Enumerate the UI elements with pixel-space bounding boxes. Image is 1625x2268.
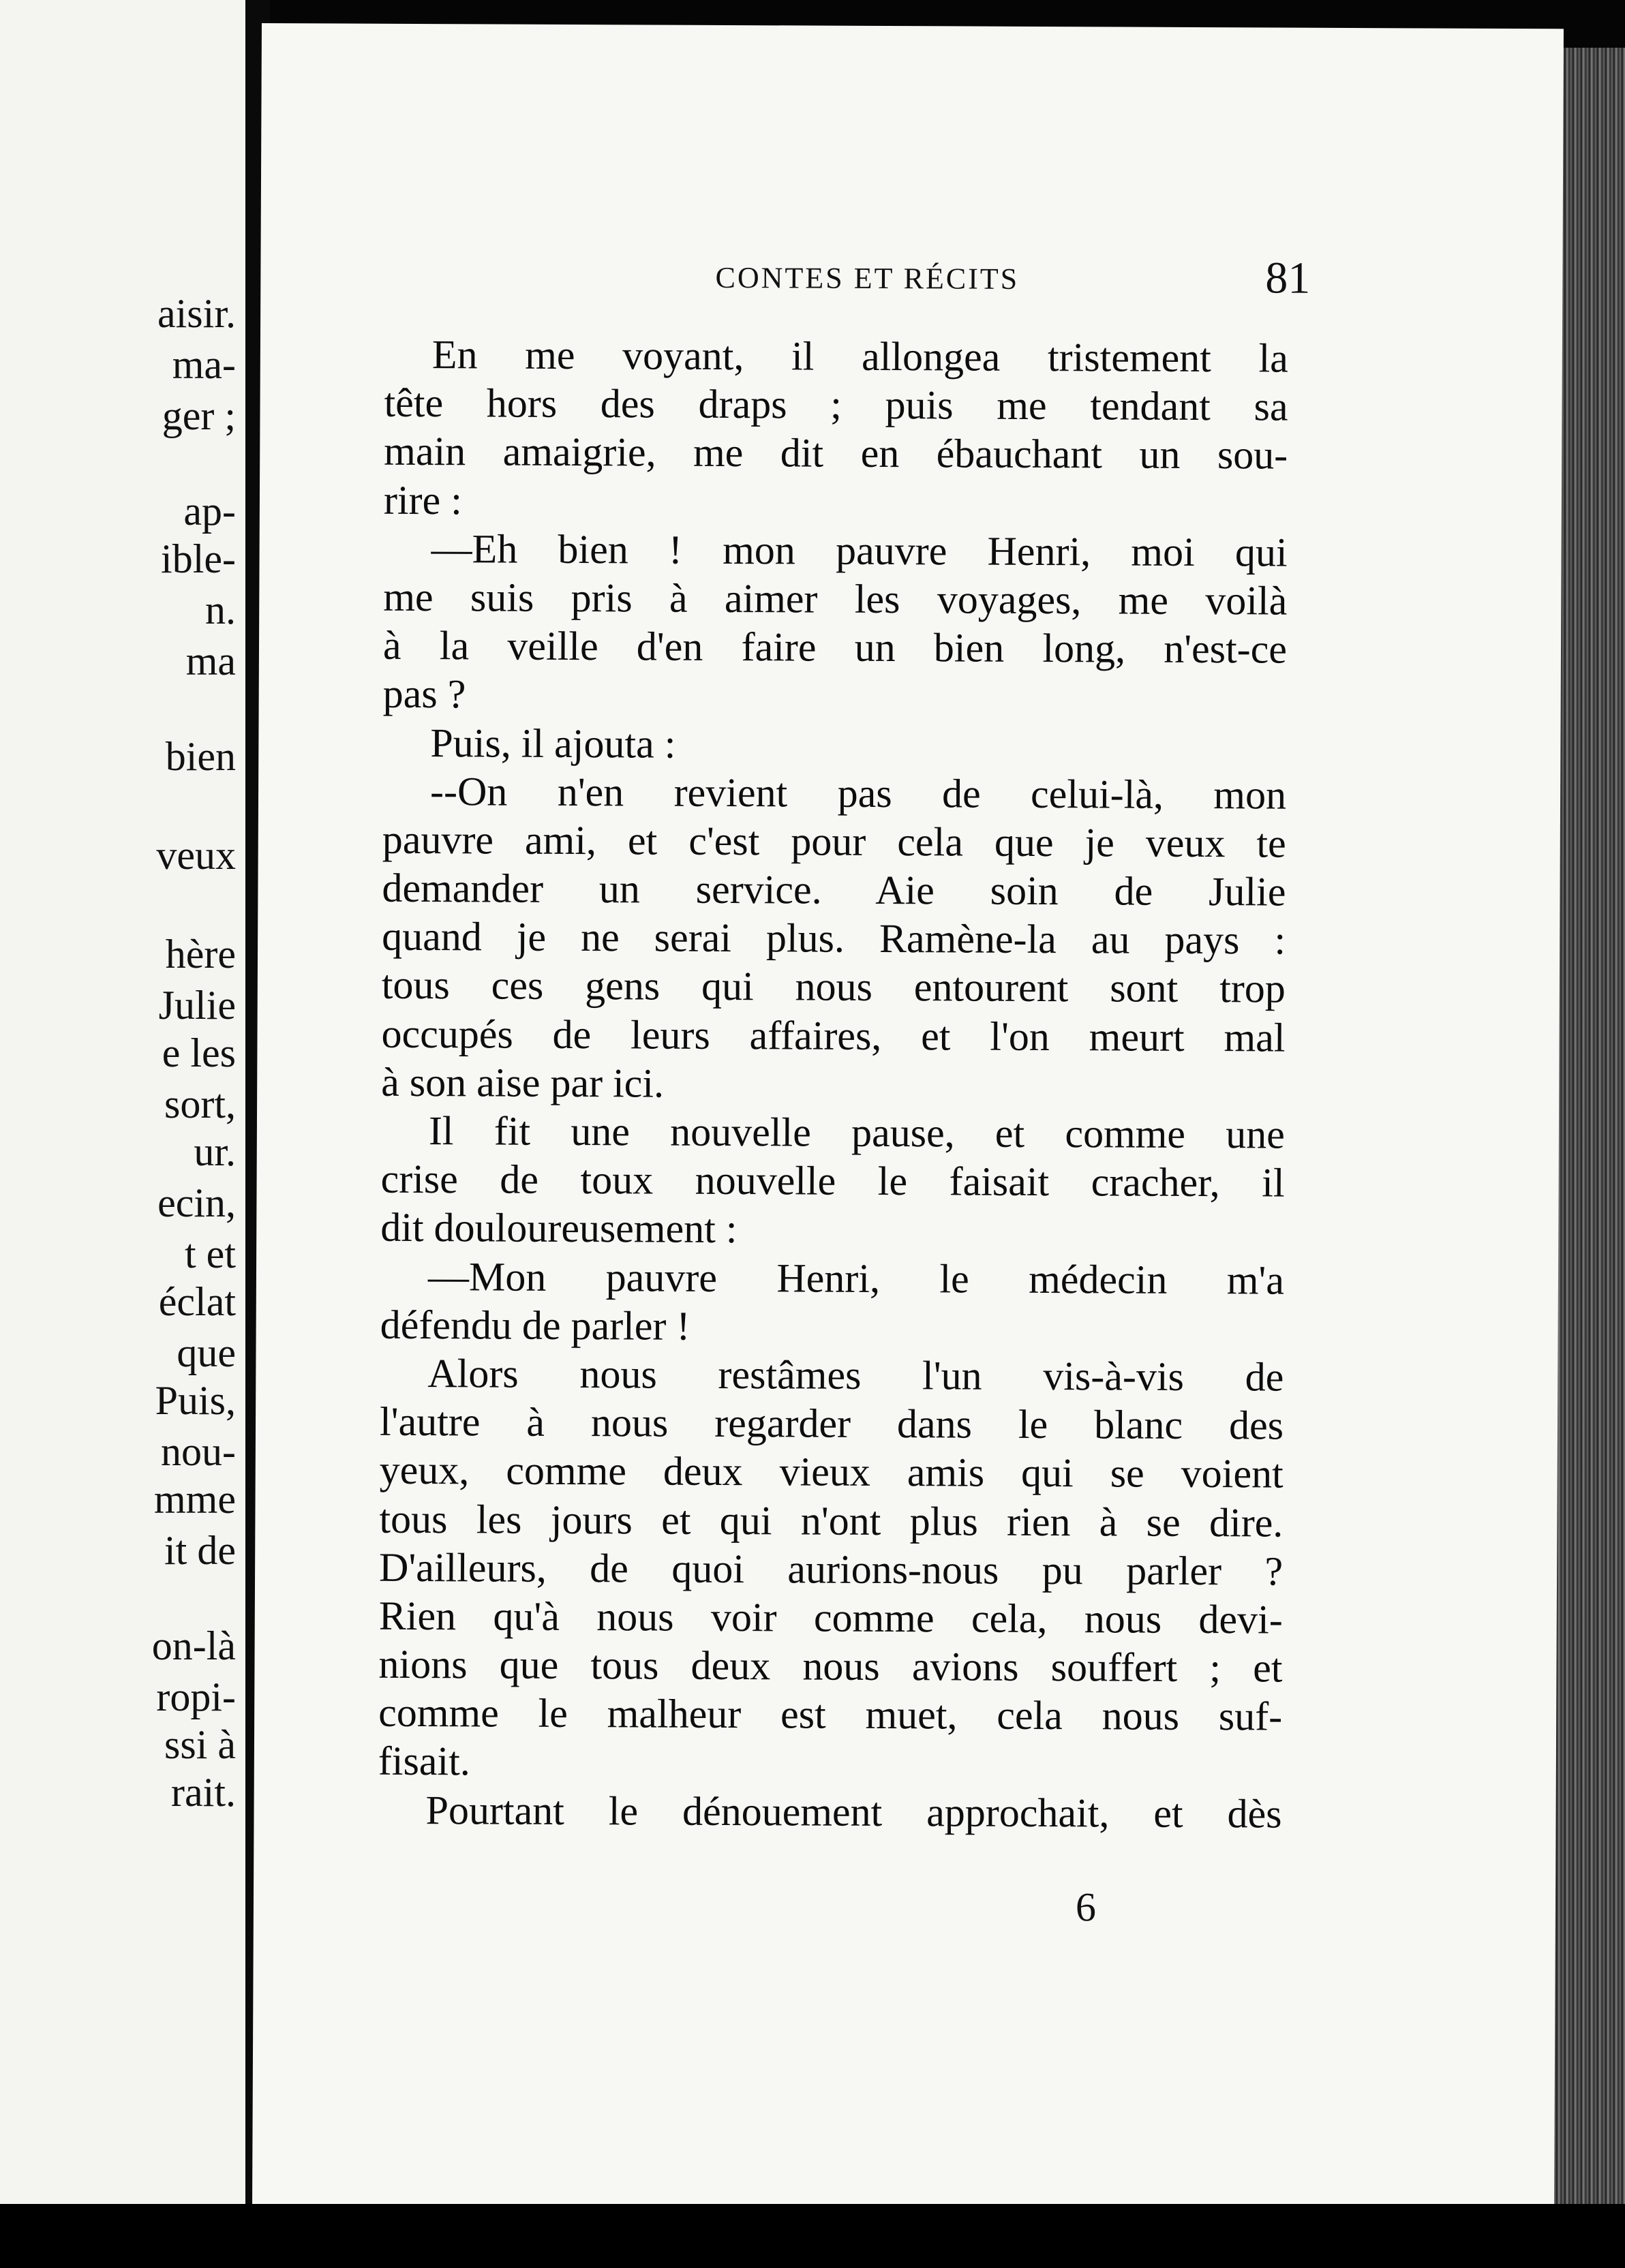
text-line: En me voyant, il allongea tristement la <box>431 332 1289 381</box>
text-line: pauvre ami, et c'est pour cela que je veux te <box>382 816 1286 866</box>
text-line: défendu de parler ! <box>380 1302 690 1349</box>
left-page-fragment: sort, <box>164 1082 236 1127</box>
text-line: dit douloureusement : <box>380 1205 738 1252</box>
left-page-fragment: Julie <box>158 983 236 1028</box>
left-page-fragment: hère <box>165 932 236 977</box>
left-page-fragment: éclat <box>158 1279 236 1324</box>
left-page-fragment: mme <box>154 1477 236 1522</box>
scan-bottom-border <box>0 2204 1625 2268</box>
text-line: Alors nous restâmes l'un vis-à-vis de <box>427 1351 1284 1400</box>
left-page-fragment: bien <box>165 734 236 779</box>
text-line: pas ? <box>382 671 466 717</box>
text-line: à son aise par ici. <box>381 1059 665 1106</box>
text-line: comme le malheur est muet, cela nous suf- <box>378 1690 1283 1739</box>
text-line: demander un service. Aie soin de Julie <box>382 865 1286 915</box>
left-page-fragment: ible- <box>161 536 236 581</box>
left-facing-page <box>0 0 249 2208</box>
text-line: tête hors des draps ; puis me tendant sa <box>384 380 1288 429</box>
left-page-fragment: aisir. <box>157 291 236 336</box>
text-line: Il fit une nouvelle pause, et comme une <box>428 1108 1286 1157</box>
left-page-fragment: ecin, <box>157 1180 236 1225</box>
left-page-fragment: que <box>177 1330 236 1375</box>
left-page-fragment: rait. <box>171 1770 236 1815</box>
text-line: tous les jours et qui n'ont plus rien à se dire. <box>379 1496 1284 1546</box>
text-line: D'ailleurs, de quoi aurions-nous pu parler ? <box>378 1544 1284 1594</box>
text-line: l'autre à nous regarder dans le blanc des <box>379 1398 1284 1448</box>
left-page-fragment: ur. <box>194 1129 236 1174</box>
left-page-fragment: ap- <box>183 489 236 534</box>
left-page-fragment: it de <box>164 1528 236 1573</box>
text-line: à la veille d'en faire un bien long, n'est-ce <box>382 622 1288 672</box>
text-line: me suis pris à aimer les voyages, me voilà <box>383 574 1288 624</box>
page-number: 81 <box>1265 253 1311 303</box>
text-line: nions que tous deux nous avions souffert ; et <box>378 1641 1283 1691</box>
left-page-fragment: ssi à <box>164 1722 236 1767</box>
left-page-fragment: ma <box>185 639 236 684</box>
text-line: rire : <box>383 477 463 523</box>
signature-mark: 6 <box>1075 1884 1097 1930</box>
text-line: crise de toux nouvelle le faisait cracher, il <box>380 1156 1285 1206</box>
text-line: main amaigrie, me dit en ébauchant un sou- <box>384 429 1288 478</box>
left-page-fragment: veux <box>156 833 236 878</box>
text-line: —Eh bien ! mon pauvre Henri, moi qui <box>431 525 1288 575</box>
text-line: occupés de leurs affaires, et l'on meurt mal <box>381 1011 1286 1060</box>
left-page-fragment: nou- <box>161 1429 236 1474</box>
body-text <box>378 331 1288 1839</box>
text-line: Pourtant le dénouement approchait, et dès <box>425 1787 1282 1837</box>
text-line: yeux, comme deux vieux amis qui se voient <box>379 1447 1284 1497</box>
left-page-fragment: ropi- <box>156 1674 236 1719</box>
left-page-fragment: e les <box>162 1030 236 1075</box>
running-head: CONTES ET RÉCITS <box>715 260 1020 296</box>
text-line: —Mon pauvre Henri, le médecin m'a <box>427 1253 1285 1303</box>
text-line: Rien qu'à nous voir comme cela, nous devi- <box>378 1593 1283 1642</box>
right-page <box>252 23 1564 2209</box>
left-page-fragment: n. <box>205 587 236 632</box>
text-line: --On n'en revient pas de celui-là, mon <box>429 768 1287 818</box>
left-page-fragment: on-là <box>151 1623 236 1668</box>
left-page-fragment: ger ; <box>162 393 236 438</box>
left-page-fragment: t et <box>185 1231 236 1276</box>
left-page-fragment: ma- <box>172 342 236 387</box>
text-line: tous ces gens qui nous entourent sont trop <box>381 962 1286 1012</box>
text-line: Puis, il ajouta : <box>430 720 676 767</box>
text-line: quand je ne serai plus. Ramène-la au pays : <box>382 914 1286 963</box>
left-page-fragment: Puis, <box>155 1378 236 1423</box>
text-line: fisait. <box>378 1738 471 1784</box>
